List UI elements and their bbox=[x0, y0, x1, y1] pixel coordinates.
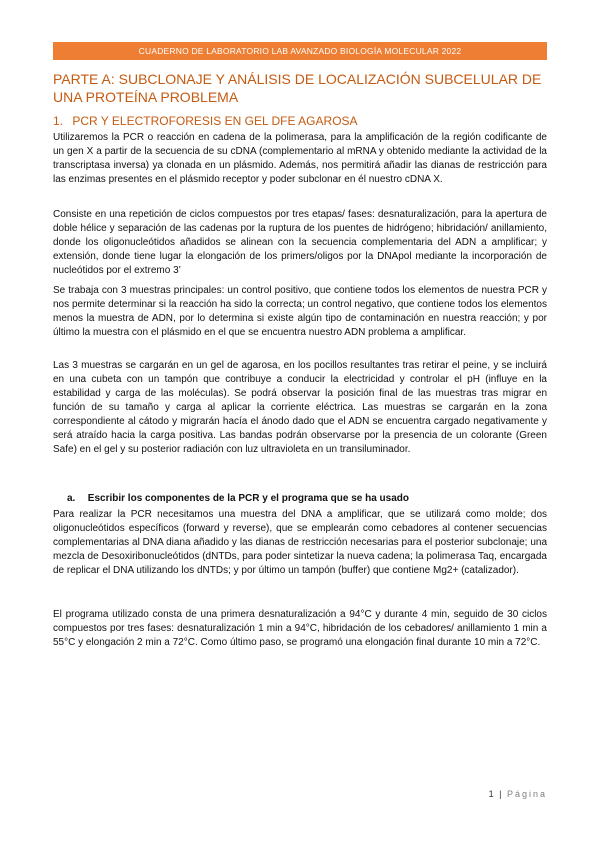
question-title: Escribir los componentes de la PCR y el programa que se ha usado bbox=[87, 493, 409, 504]
question-heading bbox=[53, 492, 547, 506]
page-number: 1 bbox=[488, 789, 494, 799]
subsection-number: 1. bbox=[53, 114, 64, 128]
subsection-title bbox=[53, 114, 547, 129]
document-header-title: CUADERNO DE LABORATORIO LAB AVANZADO BIOLOGÍA MOLECULAR 2022 bbox=[138, 46, 462, 56]
document-header-bar bbox=[53, 42, 547, 60]
question-letter: a. bbox=[67, 493, 76, 504]
page-label: Página bbox=[506, 789, 547, 799]
footer-separator: | bbox=[499, 789, 502, 799]
paragraph-pcr-cycles: Consiste en una repetición de ciclos compuestos por tres etapas/ fases: desnaturalización, para la apertura de doble hélice y separación de las cadenas por la ruptura de los puentes de hidrógeno; hibridación/ anillamiento, donde los oligonucleótidos añadidos se alinean con la secuencia complementaria del ADN a amplificar; y extensión, donde tiene lugar la elongación de los primers/oligos por la DNApol mediante la incorporación de nucleótidos por el extremo 3’ bbox=[53, 209, 547, 276]
answer-paragraph-components: Para realizar la PCR necesitamos una muestra del DNA a amplificar, que se utilizará como molde; dos oligonucleótidos específicos (forward y reverse), que se emplearán como cebadores al contener secuencias complementarias al DNA diana añadido y las dianas de restricción necesarias para el posterior subclonaje; una mezcla de Desoxiribonucleótidos (dNTDs, para poder sintetizar la nueva cadena; la polimerasa Taq, encargada de replicar el DNA utilizando los dNTDs; y por último un tampón (buffer) que contiene Mg2+ (catalizador). bbox=[53, 509, 547, 576]
paragraph-samples: Se trabaja con 3 muestras principales: un control positivo, que contiene todos los elementos de nuestra PCR y nos permite determinar si la reacción ha sido la correcta; un control negativo, que contiene todos los elementos menos la muestra de ADN, por lo determina si existe algún tipo de contaminación en nuestra reacción; y por último la muestra con el plásmido en el que se encuentra nuestro ADN problema a amplificar. bbox=[53, 285, 547, 338]
section-title: PARTE A: SUBCLONAJE Y ANÁLISIS DE LOCALIZACIÓN SUBCELULAR DE UNA PROTEÍNA PROBLEMA bbox=[53, 71, 542, 105]
subsection-title-text: PCR Y ELECTROFORESIS EN GEL DFE AGAROSA bbox=[72, 114, 358, 128]
paragraph-agarose-gel: Las 3 muestras se cargarán en un gel de agarosa, en los pocillos resultantes tras retirar el peine, y se incluirá en una cubeta con un tampón que contribuye a conducir la electricidad y controlar el pH (influye en la estabilidad y carga de las moléculas). Se podrá observar la posición final de las muestras tras migrar en función de su tamaño y carga al aplicar la corriente eléctrica. Las muestras se cargarán en la zona correspondiente al cátodo y migrarán hacía el ánodo dado que el ADN se encuentra cargado negativamente y será atraído hacia la carga positiva. Las bandas podrán observarse por la presencia de un colorante (Green Safe) en el gel y su posterior radiación con luz ultravioleta en un transiluminador. bbox=[53, 360, 547, 455]
paragraph-pcr-intro: Utilizaremos la PCR o reacción en cadena de la polimerasa, para la amplificación de la región codificante de un gen X a partir de la secuencia de su cDNA (complementario al mRNA y obtenido mediante la actividad de la transcriptasa inversa) ya clonada en un plásmido. Además, nos permitirá añadir las dianas de restricción para las enzimas presentes en el plásmido receptor y poder subclonar en él nuestro cDNA X. bbox=[53, 132, 547, 185]
answer-paragraph-program: El programa utilizado consta de una primera desnaturalización a 94°C y durante 4 min, seguido de 30 ciclos compuestos por tres fases: desnaturalización 1 min a 94°C, hibridación de los cebadores/ anillamiento 1 min a 55°C y elongación 2 min a 72°C. Como último paso, se programó una elongación final durante 10 min a 72°C. bbox=[53, 609, 547, 648]
page-footer bbox=[489, 789, 547, 799]
